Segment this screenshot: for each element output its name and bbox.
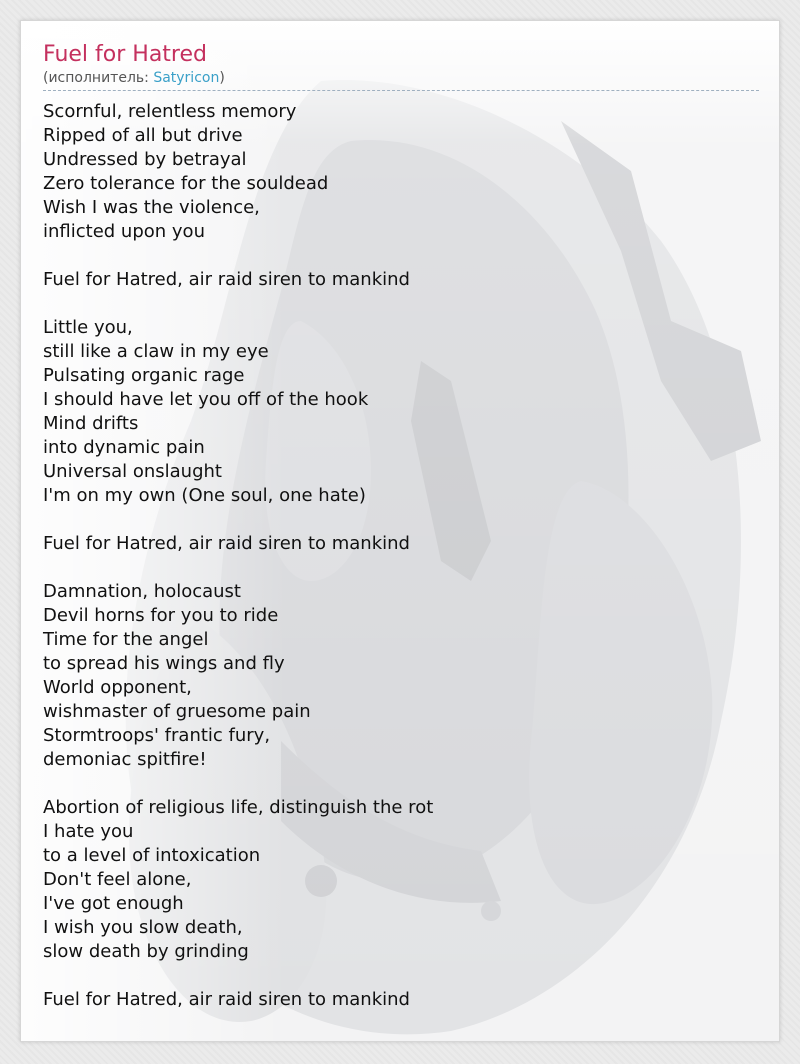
lyrics-line: I hate you	[43, 821, 134, 842]
lyrics-line: Fuel for Hatred, air raid siren to mankind	[43, 533, 410, 554]
artist-suffix: )	[219, 70, 225, 86]
lyrics-line: into dynamic pain	[43, 437, 205, 458]
lyrics-line: to a level of intoxication	[43, 845, 261, 866]
lyrics-stanza	[43, 988, 759, 1012]
lyrics-line: Fuel for Hatred, air raid siren to mankind	[43, 269, 410, 290]
lyrics-line: I've got enough	[43, 893, 184, 914]
lyrics-line: I'm on my own (One soul, one hate)	[43, 485, 366, 506]
lyrics-line: Pulsating organic rage	[43, 365, 245, 386]
artist-line	[43, 69, 759, 91]
lyrics-line: Wish I was the violence,	[43, 197, 260, 218]
lyrics-line: still like a claw in my eye	[43, 341, 269, 362]
lyrics-line: to spread his wings and fly	[43, 653, 285, 674]
lyrics-line: Universal onslaught	[43, 461, 222, 482]
lyrics-line: wishmaster of gruesome pain	[43, 701, 311, 722]
lyrics-card	[20, 20, 780, 1042]
lyrics-stanza	[43, 100, 759, 244]
lyrics-line: Damnation, holocaust	[43, 581, 241, 602]
lyrics-line: Little you,	[43, 317, 133, 338]
song-title: Fuel for Hatred	[43, 42, 207, 67]
lyrics-text	[43, 100, 759, 1012]
lyrics-stanza	[43, 268, 759, 292]
lyrics-stanza	[43, 316, 759, 508]
lyrics-line: Time for the angel	[43, 629, 209, 650]
artist-link[interactable]: Satyricon	[153, 70, 220, 86]
lyrics-stanza	[43, 532, 759, 556]
lyrics-line: Scornful, relentless memory	[43, 101, 297, 122]
lyrics-line: demoniac spitfire!	[43, 749, 207, 770]
lyrics-line: Undressed by betrayal	[43, 149, 247, 170]
lyrics-stanza	[43, 796, 759, 964]
lyrics-line: Stormtroops' frantic fury,	[43, 725, 271, 746]
lyrics-line: Fuel for Hatred, air raid siren to mankind	[43, 989, 410, 1010]
lyrics-line: Abortion of religious life, distinguish the rot	[43, 797, 434, 818]
lyrics-line: World opponent,	[43, 677, 192, 698]
lyrics-line: inflicted upon you	[43, 221, 205, 242]
lyrics-line: I should have let you off of the hook	[43, 389, 369, 410]
lyrics-line: I wish you slow death,	[43, 917, 243, 938]
lyrics-line: Mind drifts	[43, 413, 139, 434]
lyrics-line: slow death by grinding	[43, 941, 249, 962]
lyrics-line: Don't feel alone,	[43, 869, 192, 890]
lyrics-content	[43, 41, 759, 1036]
artist-prefix: (исполнитель:	[43, 70, 154, 86]
lyrics-stanza	[43, 580, 759, 772]
lyrics-line: Ripped of all but drive	[43, 125, 243, 146]
lyrics-line: Devil horns for you to ride	[43, 605, 279, 626]
lyrics-line: Zero tolerance for the souldead	[43, 173, 329, 194]
